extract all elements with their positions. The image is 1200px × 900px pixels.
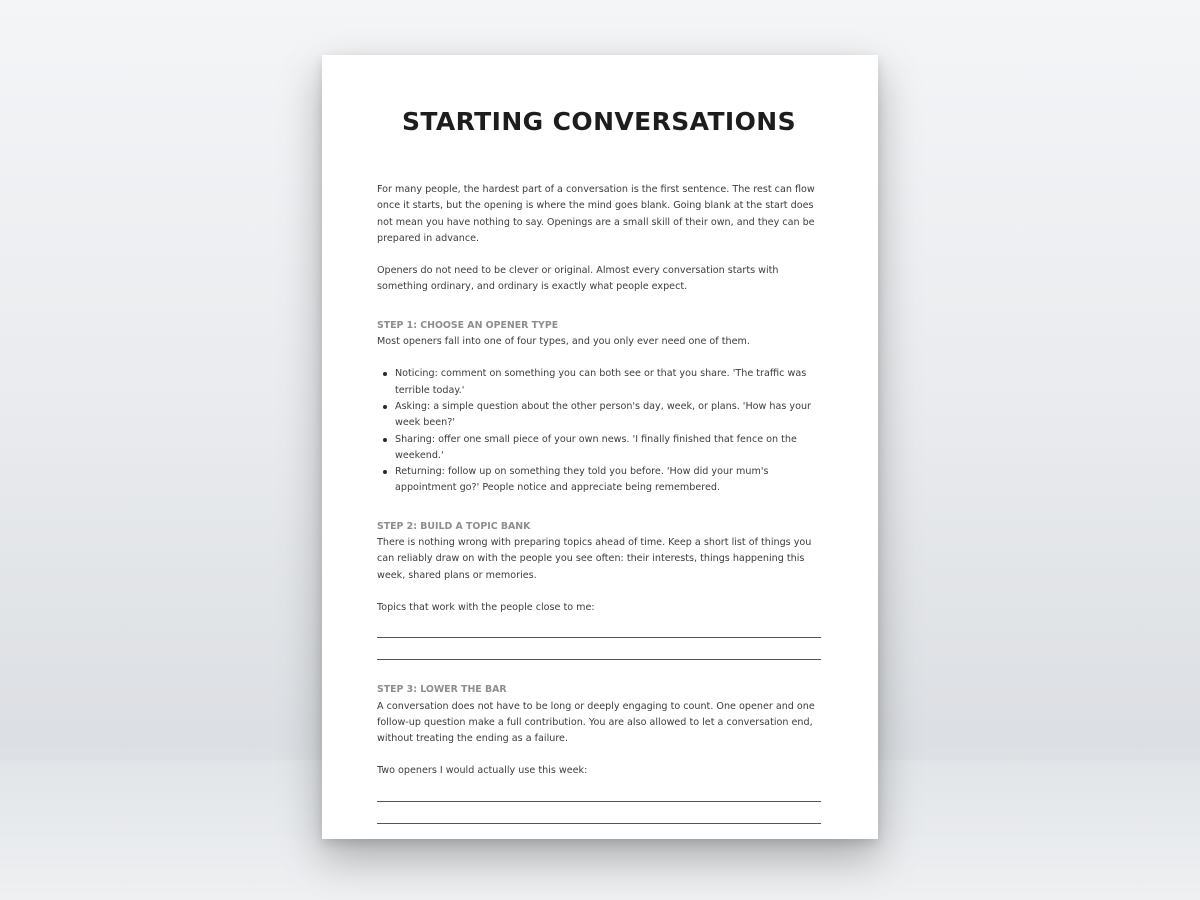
- step3-text: A conversation does not have to be long or deeply engaging to count. One opener and one follow-up question make a full contribution. You are also allowed to let a conversation end, without treating the ending as a failure.: [377, 700, 815, 745]
- step2-prompt: Topics that work with the people close to me:: [377, 601, 595, 613]
- opener-types-list: [377, 366, 821, 496]
- write-line[interactable]: [377, 638, 821, 660]
- step2-text: There is nothing wrong with preparing topics ahead of time. Keep a short list of things you can reliably draw on with the people you see often: their interests, things happening this week, shared plans or memories.: [377, 537, 812, 581]
- write-line[interactable]: [377, 780, 821, 802]
- step3-prompt: Two openers I would actually use this week:: [377, 765, 588, 777]
- write-line[interactable]: [377, 616, 821, 638]
- step1-heading: STEP 1: CHOOSE AN OPENER TYPE: [377, 319, 559, 331]
- worksheet-page: [322, 55, 878, 839]
- step1-text: Most openers fall into one of four types, and you only ever need one of them.: [377, 336, 750, 348]
- list-item: Returning: follow up on something they told you before. 'How did your mum's appointment go?' People notice and appreciate being remembered.: [395, 464, 821, 497]
- step2-heading: STEP 2: BUILD A TOPIC BANK: [377, 520, 531, 532]
- write-line[interactable]: [377, 802, 821, 824]
- list-item: Sharing: offer one small piece of your own news. 'I finally finished that fence on the weekend.': [395, 432, 821, 465]
- intro-paragraph-2: Openers do not need to be clever or original. Almost every conversation starts with something ordinary, and ordinary is exactly what people expect.: [377, 265, 779, 293]
- list-item: Asking: a simple question about the other person's day, week, or plans. 'How has your week been?': [395, 399, 821, 432]
- intro-paragraph-1: For many people, the hardest part of a conversation is the first sentence. The rest can flow once it starts, but the opening is where the mind goes blank. Going blank at the start does not mean you have nothing to say. Openings are a small skill of their own, and they can be prepared in advance.: [377, 184, 815, 244]
- list-item: Noticing: comment on something you can both see or that you share. 'The traffic was terrible today.': [395, 366, 821, 399]
- step3-heading: STEP 3: LOWER THE BAR: [377, 684, 507, 696]
- page-title: STARTING CONVERSATIONS: [401, 107, 797, 136]
